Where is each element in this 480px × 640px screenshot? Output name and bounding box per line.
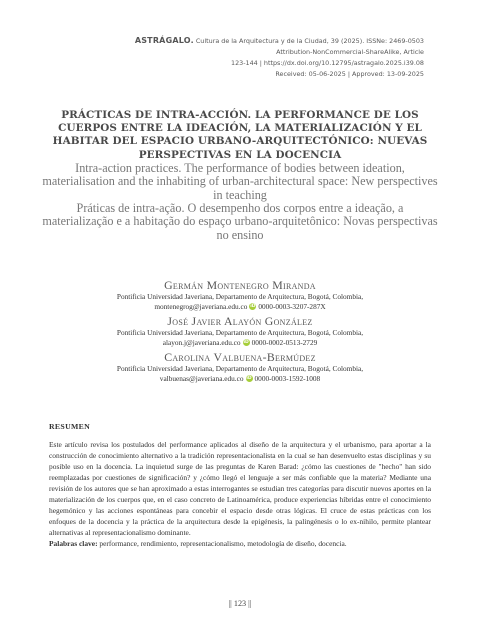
- keywords-label: Palabras clave:: [49, 539, 98, 549]
- author-email[interactable]: montenegrog@javeriana.edu.co: [154, 302, 248, 311]
- author-name: José Javier Alayón González: [167, 314, 313, 328]
- header-line-2: Attribution-NonCommercial-ShareAlike, Article: [276, 48, 424, 56]
- journal-header: [56, 35, 424, 80]
- author-name: Germán Montenegro Miranda: [164, 278, 316, 292]
- author-email[interactable]: alayon.j@javeriana.edu.co: [162, 338, 241, 347]
- header-line-1: [56, 35, 424, 47]
- header-line-3[interactable]: 123-144 | https://dx.doi.org/10.12795/astragalo.2025.i39.08: [231, 59, 424, 67]
- author-orcid[interactable]: 0000-0003-3207-287X: [258, 302, 326, 311]
- abstract-text: Este artículo revisa los postulados del performance aplicados al diseño de la arquitectura y el urbanismo, para aportar a la construcción de conocimiento alternativo a la tradición representacionalista en la cual se han desenvuelto estas disciplinas y su posible uso en la docencia. La inquietud surge de las preguntas de Karen Barad: ¿cómo las cuestiones de "hecho" han sido reemplazadas por cuestiones de significación? y ¿cómo llegó el lenguaje a ser más confiable que la materia? Mediante una revisión de los autores que se han aproximado a estas interrogantes se estudian tres categorías para discutir nuevos aportes en la materialización de los cuerpos que, en el caso concreto de Latinoamérica, produce experiencias híbridas entre el conocimiento hegemónico y las acciones espontáneas para concebir el espacio desde otras lógicas. El cruce de estas prácticas con los enfoques de la docencia y la práctica de la arquitectura desde la epigénesis, la palingénesis o lo ex-nihilo, permite plantear alternativas al representacionalismo dominante.: [49, 440, 431, 538]
- author-contact: [40, 338, 440, 348]
- orcid-icon[interactable]: iD: [250, 304, 256, 310]
- orcid-icon[interactable]: iD: [243, 340, 249, 346]
- abstract-heading: RESUMEN: [49, 422, 91, 431]
- author-block: [40, 315, 440, 348]
- author-list: [40, 279, 440, 387]
- title-english: Intra-action practices. The performance of bodies between ideation, materialisation and the inhabiting of urban-architectural space: New perspectives in teaching: [42, 160, 438, 202]
- header-line-4: Received: 05-06-2025 | Approved: 13-09-2025: [275, 70, 424, 78]
- author-affiliation: Pontificia Universidad Javeriana, Departamento de Arquitectura, Bogotá, Colombia,: [116, 328, 364, 337]
- author-block: [40, 279, 440, 312]
- author-block: [40, 351, 440, 384]
- abstract-section: [49, 422, 431, 549]
- author-name: Carolina Valbuena-Bermúdez: [164, 350, 316, 364]
- title-spanish: PRÁCTICAS DE INTRA-ACCIÓN. LA PERFORMANCE DE LOS CUERPOS ENTRE LA IDEACIÓN, LA MATERIALIZACIÓN Y EL HABITAR DEL ESPACIO URBANO-ARQUITECTÓNICO: NUEVAS PERSPECTIVAS EN LA DOCENCIA: [52, 109, 428, 161]
- journal-name: ASTRÁGALO.: [134, 36, 194, 45]
- author-orcid[interactable]: 0000-0002-0513-2729: [251, 338, 318, 347]
- title-portuguese: Práticas de intra-ação. O desempenho dos corpos entre a ideação, a materialização e a habitação do espaço urbano-arquitetônico: Novas perspectivas no ensino: [42, 201, 438, 242]
- page-number: || 123 ||: [228, 599, 252, 608]
- author-contact: [40, 302, 440, 312]
- orcid-icon[interactable]: iD: [246, 376, 252, 382]
- author-affiliation: Pontificia Universidad Javeriana, Departamento de Arquitectura, Bogotá, Colombia,: [116, 292, 364, 301]
- author-contact: [40, 374, 440, 384]
- author-affiliation: Pontificia Universidad Javeriana, Departamento de Arquitectura, Bogotá, Colombia,: [116, 364, 364, 373]
- author-orcid[interactable]: 0000-0003-1592-1008: [254, 374, 321, 383]
- journal-subtitle: Cultura de la Arquitectura y de la Ciudad, 39 (2025). ISSNe: 2469-0503: [193, 37, 424, 45]
- abstract-body: [49, 439, 431, 549]
- article-titles: [40, 109, 440, 242]
- author-email[interactable]: valbuenas@javeriana.edu.co: [159, 374, 244, 383]
- keywords-text: performance, rendimiento, representacionalismo, metodología de diseño, docencia.: [97, 539, 347, 549]
